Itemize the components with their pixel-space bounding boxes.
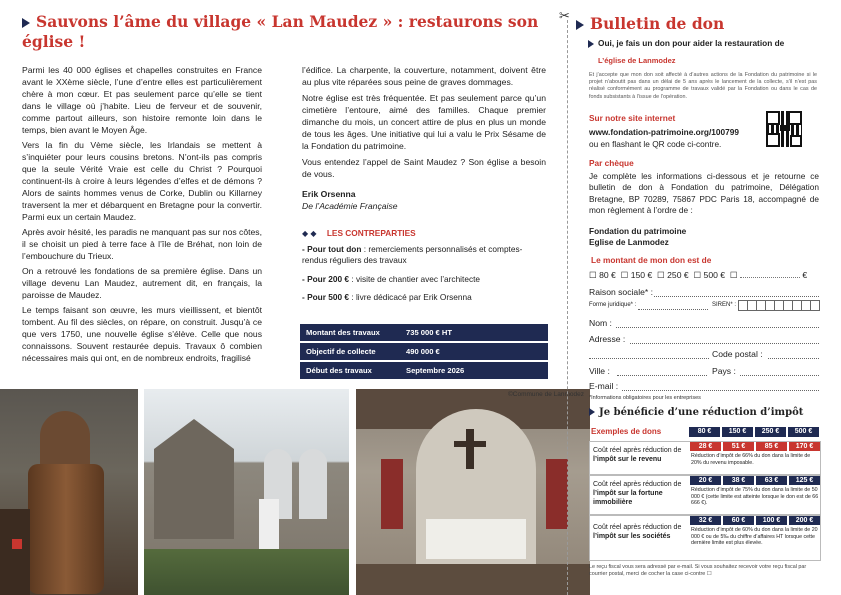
example-amount: 250 €	[755, 427, 786, 437]
cheque-text: Je complète les informations ci-dessous et je retourne ce bulletin de don à Fondation du patrimoine, Délégation Bretagne, BP 70289, 75867 PDC Paris 18, accompagné de mon règlement à l’ordre de :	[589, 171, 819, 215]
form-subtitle-2: L’église de Lanmodez	[598, 56, 676, 65]
counterparts-title: LES CONTREPARTIES	[326, 228, 416, 238]
paragraph: Notre église est très fréquentée. Et pas seulement parce qu’un cimetière l’entoure, aimé des familles. Chaque premier dimanche du mois, un concert attire de plus en plus un monde de tous les âges. Une initiative qui lui a valu le Prix Sésame de la Fondation du patrimoine.	[302, 93, 546, 151]
web-heading: Sur notre site internet	[589, 113, 676, 123]
amount-heading: Le montant de mon don est de	[591, 255, 712, 265]
tax-row: Coût réel après réduction de l’impôt sur le revenu 28 € 51 € 85 € 170 € Réduction d’impôt de 66% du don dans la limite de 20% du revenu imposable.	[589, 441, 821, 475]
example-amount: 150 €	[722, 427, 753, 437]
tax-row: Coût réel après réduction de l’impôt sur la fortune immobilière 20 € 38 € 63 € 125 € Réduction d’impôt de 75% du don dans la limite de 50 000 € (cette limite est atteinte lorsque le don est de 66 666 €).	[589, 475, 821, 515]
fact-row: Montant des travaux 735 000 € HT	[300, 324, 548, 341]
siren-label: SIREN* :	[712, 302, 737, 308]
code-postal-label: Code postal :	[712, 349, 763, 359]
form-subtitle: Oui, je fais un don pour aider la restauration de	[588, 38, 784, 48]
amount-other-input[interactable]	[740, 277, 800, 278]
email-input[interactable]	[622, 390, 819, 391]
checkbox[interactable]: ☐	[729, 270, 738, 280]
example-amount: 500 €	[788, 427, 819, 437]
forme-juridique-input[interactable]	[638, 309, 708, 310]
triangle-arrow-icon	[22, 18, 30, 28]
cheque-heading: Par chèque	[589, 158, 634, 168]
checkbox[interactable]: ☐	[657, 270, 665, 280]
triangle-arrow-icon	[588, 40, 594, 48]
paragraph: l’édifice. La charpente, la couverture, notamment, doivent être au plus vite réparées sous peine de graves dommages.	[302, 65, 546, 87]
ville-input[interactable]	[617, 375, 707, 376]
headline-text: Sauvons l’âme du village « Lan Maudez » : restaurons son église !	[22, 12, 539, 51]
payee: Fondation du patrimoine Eglise de Lanmodez	[589, 226, 687, 247]
footer-note: Le reçu fiscal vous sera adressé par e-mail. Si vous souhaitez recevoir votre reçu fiscal par courrier postal, merci de cocher la case ci-contre ☐	[589, 564, 807, 577]
examples-label: Exemples de dons	[591, 427, 662, 436]
checkbox[interactable]: ☐	[693, 270, 702, 280]
paragraph: Parmi les 40 000 églises et chapelles construites en France avant le XXème siècle, l’une d’entre elles est particulièrement chère à mon cœur. Et pas seulement parce qu’elle se tient dans le village où j’habite. Lieu de ferveur et de souvenir, comme partout ailleurs, son histoire remonte loin dans le temps, bien avant le Moyen Âge.	[22, 65, 262, 135]
column-1	[22, 64, 262, 364]
code-postal-input[interactable]	[768, 358, 819, 359]
raison-sociale-label: Raison sociale* :	[589, 287, 654, 297]
adresse-label: Adresse :	[589, 334, 626, 344]
form-title: Bulletin de don	[576, 14, 724, 34]
scissors-icon[interactable]: ✂	[559, 8, 570, 23]
qr-code-icon[interactable]	[766, 111, 802, 147]
email-label: E-mail :	[589, 381, 619, 391]
paragraph: Vous entendez l’appel de Saint Maudez ? Son église a besoin de vous.	[302, 157, 546, 179]
pays-label: Pays :	[712, 366, 736, 376]
checkbox[interactable]: ☐	[620, 270, 629, 280]
church-interior-photo	[356, 389, 590, 595]
counterparts-heading	[302, 228, 546, 240]
ville-label: Ville :	[589, 366, 610, 376]
paragraph: Le temps faisant son œuvre, les murs vieillissent, et bientôt tombent. Au fil des siècles, on répare, on construit. Jusqu’à ce que vers 1750, une nouvelle église s’élève. Celle que nous connaissons. Souvent restaurée depuis. Travaux ô combien nécessaires mais qui ont, en de nombreux endroits, fragilisé	[22, 305, 262, 363]
signature-title: De l’Académie Française	[302, 201, 398, 211]
photo-credit: ©Commune de Lanmodez	[508, 391, 584, 398]
postal-receipt-checkbox[interactable]: ☐	[706, 571, 712, 577]
nom-label: Nom :	[589, 318, 612, 328]
cut-line	[567, 20, 568, 595]
left-headline	[22, 12, 562, 52]
fact-row: Objectif de collecte 490 000 €	[300, 343, 548, 360]
siren-input[interactable]	[738, 300, 820, 311]
mandatory-note: *Informations obligatoires pour les entreprises	[589, 395, 701, 401]
web-url[interactable]: www.fondation-patrimoine.org/100799	[589, 127, 739, 137]
statue-photo	[0, 389, 138, 595]
counterparts	[302, 228, 546, 304]
adresse-input-2[interactable]	[589, 358, 709, 359]
example-amount: 80 €	[689, 427, 720, 437]
raison-sociale-input[interactable]	[654, 296, 819, 297]
paragraph: Vers la fin du Vème siècle, les Irlandais se mettent à s’inquiéter pour leurs cousins bretons. N’ont-ils pas compris que la seule Vérité Vraie est celle du Christ ? Pourquoi continuent-ils à croire à leurs légendes d’elfes et de démons ? Alors de saints hommes venus de Corke, Dublin ou Killarney traversent la mer et débarquent en Bretagne pour la convertir. Parmi eux un certain Maudez.	[22, 140, 262, 222]
facts-table	[300, 322, 548, 381]
disclaimer: Et j’accepte que mon don soit affecté à d’autres actions de la Fondation du patrimoine si le projet n’aboutit pas dans un délai de 5 ans après le lancement de la collecte, s’il n’est pas réalisé conformément au programme de travaux validé par la Fondation ou dans le cas de fonds subsistants à l’issue de l’opération.	[589, 72, 817, 100]
tax-row: Coût réel après réduction de l’impôt sur les sociétés 32 € 60 € 100 € 200 € Réduction d’impôt de 60% du don dans la limite de 20 000 € ou de 5‰ du chiffre d’affaires HT lorsque cette dernière limite est plus élevée.	[589, 515, 821, 561]
nom-input[interactable]	[616, 327, 819, 328]
forme-juridique-label: Forme juridique* :	[589, 302, 637, 308]
checkbox[interactable]: ☐	[589, 270, 597, 280]
diamond-icon: ◆ ◆	[302, 229, 317, 238]
fact-row: Début des travaux Septembre 2026	[300, 362, 548, 379]
signature-name: Erik Orsenna	[302, 189, 356, 199]
column-2	[302, 64, 546, 212]
adresse-input[interactable]	[630, 343, 819, 344]
counterpart-item: - Pour tout don : remerciements personnalisés et comptes-rendus réguliers des travaux	[302, 243, 523, 265]
counterpart-item: - Pour 500 € : livre dédicacé par Erik Orsenna	[302, 292, 472, 302]
church-exterior-photo	[144, 389, 349, 595]
pays-input[interactable]	[740, 375, 819, 376]
paragraph: On a retrouvé les fondations de sa première église. Dans un village devenu Lan Maudez, autrement dit, en français, la paroisse de Maudez.	[22, 266, 262, 300]
triangle-arrow-icon	[576, 20, 584, 30]
counterpart-item: - Pour 200 € : visite de chantier avec l’architecte	[302, 273, 481, 284]
tax-heading: Je bénéficie d’une réduction d’impôt	[589, 407, 803, 418]
web-qr-text: ou en flashant le QR code ci-contre.	[589, 139, 722, 149]
triangle-arrow-icon	[589, 408, 595, 416]
amount-row: ☐ 80 € ☐ 150 € ☐ 250 € ☐ 500 € ☐ €	[589, 270, 808, 280]
paragraph: Après avoir hésité, les paradis ne manquant pas sur nos côtes, il se choisit un pied à terre face à l’île de Bréhat, non loin de l’embouchure du Trieux.	[22, 227, 262, 261]
